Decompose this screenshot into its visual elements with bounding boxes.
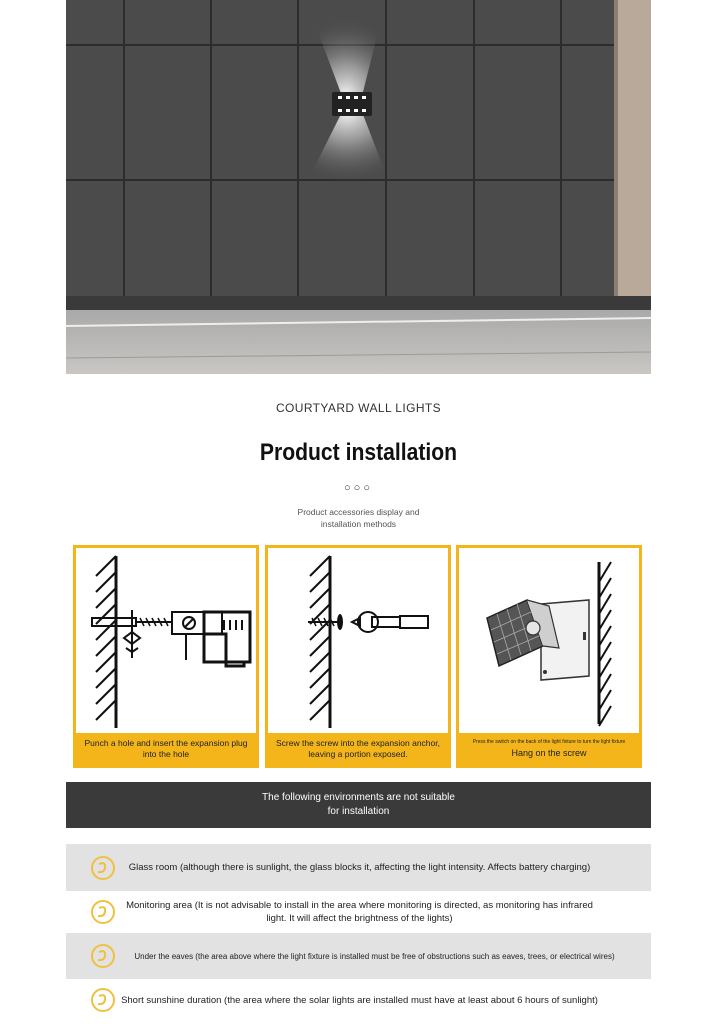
warning-swirl-icon [90,987,116,1013]
environment-text: Monitoring area (It is not advisable to install in the area where monitoring is directed, as monitoring has infrared light. It will affect the brightness of the lights) [126,900,593,924]
screw-illustration-icon [268,548,448,738]
environment-text: Under the eaves (the area above where the light fixture is installed must be free of obstructions such as eaves, trees, or electrical wires) [134,951,615,961]
step-panel-hang [456,545,642,768]
warning-swirl-icon [90,899,116,925]
section-title: Product installation [259,439,458,466]
step-label: Punch a hole and insert the expansion plug into the hole [76,733,256,765]
unsuitable-environments-banner [66,782,651,828]
hero-photo [66,0,651,374]
environment-text: Short sunshine duration (the area where the solar lights are installed must have at least about 6 hours of sunlight) [121,994,598,1006]
step-panel-screw [265,545,451,768]
environment-text: Glass room (although there is sunlight, the glass blocks it, affecting the light intensity. Affects battery charging) [128,862,591,873]
step-label-group [459,733,639,765]
step-panel-drill [73,545,259,768]
step-label: Screw the screw into the expansion anchor, leaving a portion exposed. [268,733,448,765]
decorative-dots: ○○○ [344,482,373,494]
drill-illustration-icon [76,548,256,738]
step-note: Press the switch on the back of the light fixture to turn the light fixture [472,739,626,745]
hang-fixture-illustration-icon [459,548,639,738]
banner-text: The following environments are not suitable for installation [262,792,455,817]
product-subtitle: COURTYARD WALL LIGHTS [275,401,442,415]
warning-swirl-icon [90,855,116,881]
step-label: Hang on the screw [511,748,587,758]
section-caption: Product accessories display and installation methods [297,507,420,529]
warning-swirl-icon [90,943,116,969]
environment-row [66,933,651,979]
environment-row [66,981,651,1019]
environment-row [66,892,651,932]
environment-row [66,844,651,891]
